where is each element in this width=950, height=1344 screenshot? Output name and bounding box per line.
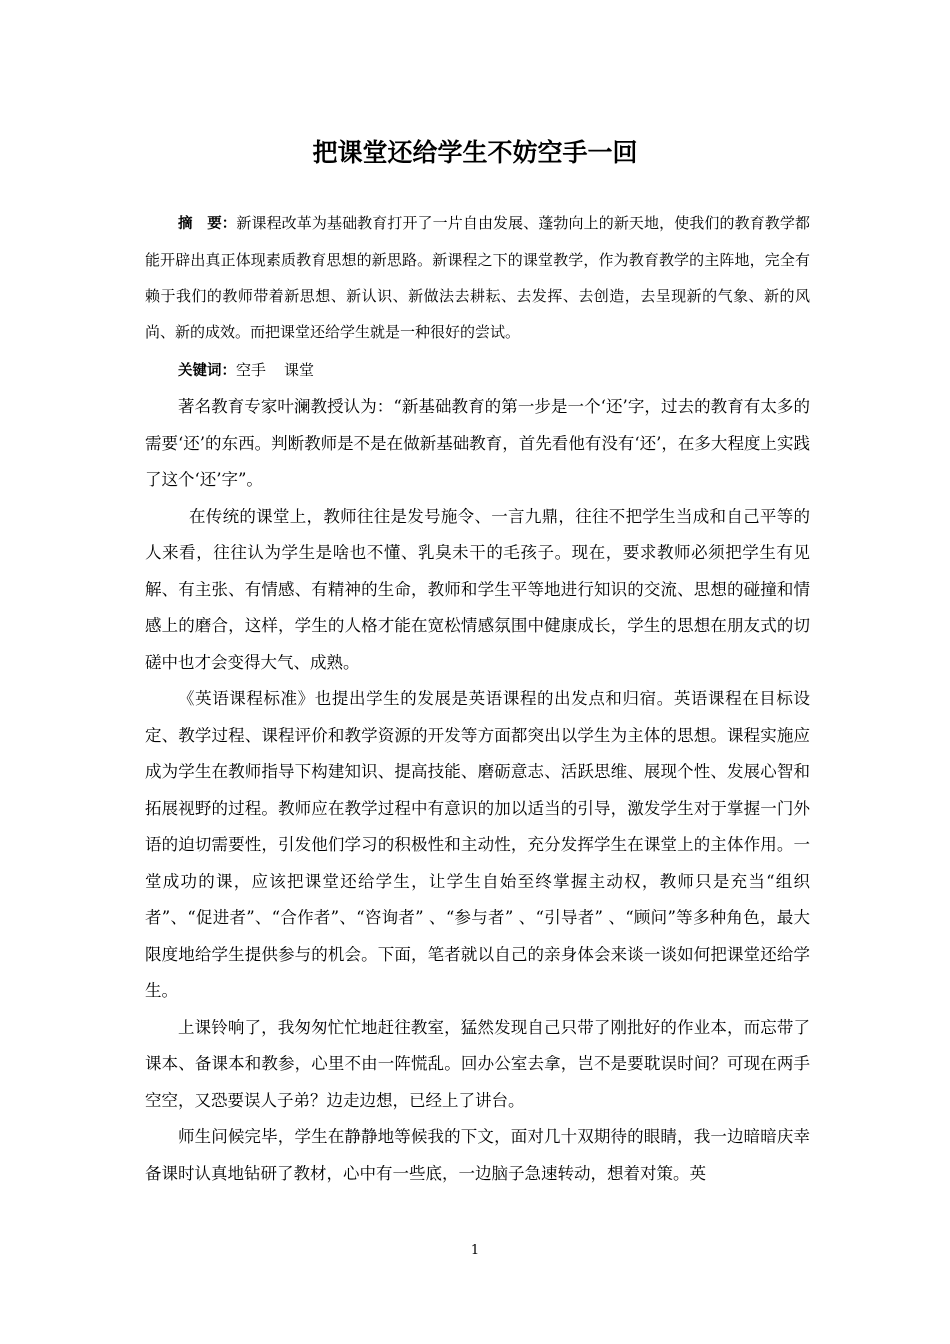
abstract-text: 新课程改革为基础教育打开了一片自由发展、蓬勃向上的新天地，使我们的教育教学都能开辟出真正体现素质教育思想的新思路。新课程之下的课堂教学，作为教育教学的主阵地，完全有赖于我们的教师带着新思想、新认识、新做法去耕耘、去发挥、去创造，去呈现新的气象、新的风尚、新的成效。而把课堂还给学生就是一种很好的尝试。	[145, 214, 810, 341]
body-paragraph: 师生问候完毕，学生在静静地等候我的下文，面对几十双期待的眼睛，我一边暗暗庆幸备课时认真地钻研了教材，心中有一些底，一边脑子急速转动，想着对策。英	[145, 1127, 810, 1183]
body-paragraph: 上课铃响了，我匆匆忙忙地赶往教室，猛然发现自己只带了刚批好的作业本，而忘带了课本、备课本和教参，心里不由一阵慌乱。回办公室去拿，岂不是要耽误时间？可现在两手空空，又恐要误人子弟？边走边想，已经上了讲台。	[145, 1017, 810, 1110]
keywords-line	[145, 352, 810, 389]
abstract-paragraph	[145, 205, 810, 350]
document-body	[145, 205, 810, 1192]
body-paragraph: 著名教育专家叶澜教授认为：“新基础教育的第一步是一个‘还’字，过去的教育有太多的需要‘还’的东西。判断教师是不是在做新基础教育，首先看他有没有‘还’，在多大程度上实践了这个‘还’字”。	[145, 397, 810, 489]
body-paragraph: 在传统的课堂上，教师往往是发号施令、一言九鼎，往往不把学生当成和自己平等的人来看，往往认为学生是啥也不懂、乳臭未干的毛孩子。现在，要求教师必须把学生有见解、有主张、有情感、有精神的生命，教师和学生平等地进行知识的交流、思想的碰撞和情感上的磨合，这样，学生的人格才能在宽松情感氛围中健康成长，学生的思想在朋友式的切磋中也才会变得大气、成熟。	[145, 506, 810, 672]
page-number: 1	[470, 1243, 480, 1258]
keywords-label: 关键词：	[178, 363, 236, 379]
keyword-item: 空手	[236, 361, 267, 379]
document-title: 把课堂还给学生不妨空手一回	[312, 138, 638, 167]
body-paragraph: 《英语课程标准》也提出学生的发展是英语课程的出发点和归宿。英语课程在目标设定、教学过程、课程评价和教学资源的开发等方面都突出以学生为主体的思想。课程实施应成为学生在教师指导下构建知识、提高技能、磨砺意志、活跃思维、展现个性、发展心智和拓展视野的过程。教师应在教学过程中有意识的加以适当的引导，激发学生对于掌握一门外语的迫切需要性，引发他们学习的积极性和主动性，充分发挥学生在课堂上的主体作用。一堂成功的课，应该把课堂还给学生，让学生自始至终掌握主动权，教师只是充当“组织者”、“促进者”、“合作者”、“咨询者” 、“参与者” 、“引导者” 、“顾问”等多种角色，最大限度地给学生提供参与的机会。下面，笔者就以自己的亲身体会来谈一谈如何把课堂还给学生。	[145, 689, 810, 1000]
abstract-label: 摘 要：	[178, 216, 237, 232]
keyword-item: 课堂	[284, 361, 315, 379]
